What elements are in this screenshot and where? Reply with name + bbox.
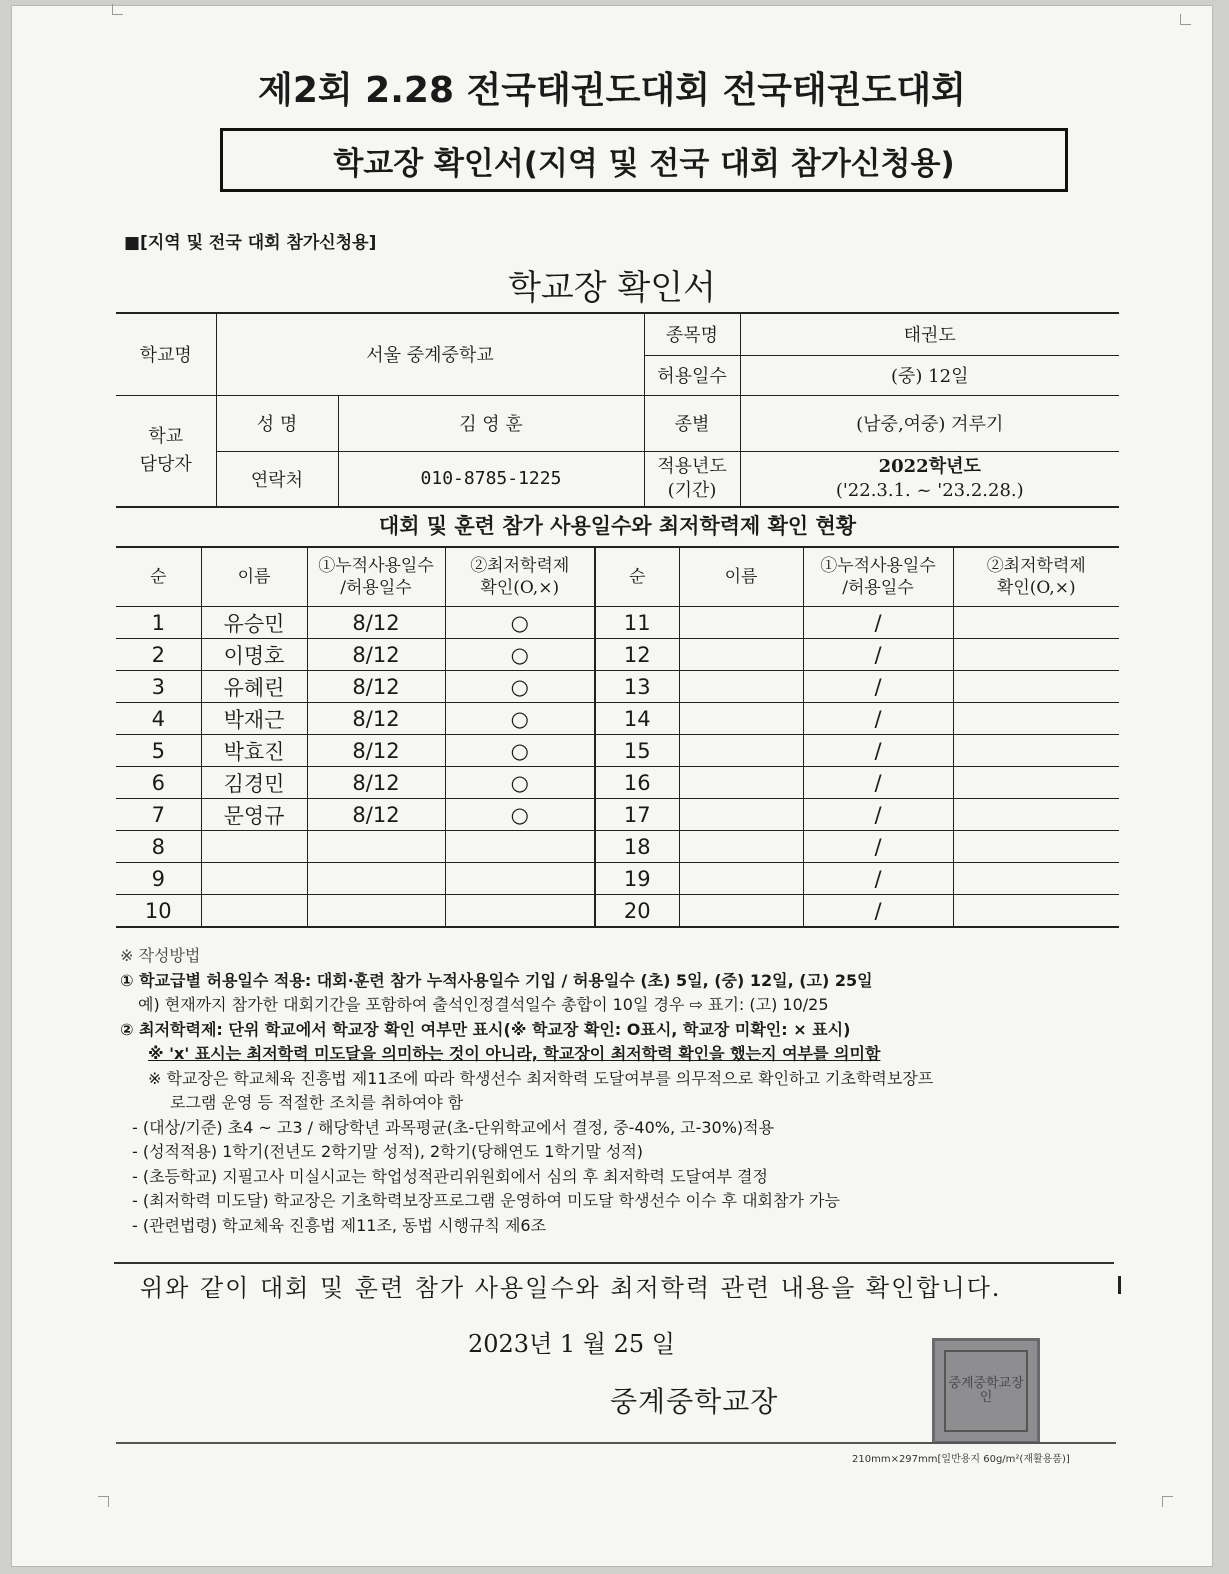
usage-days-2: / [803, 703, 953, 735]
year-value-cell [740, 451, 1119, 507]
name-value: 김 영 훈 [338, 395, 644, 451]
academic-check-2 [953, 671, 1119, 703]
row-no: 3 [116, 671, 201, 703]
student-name: 유승민 [201, 607, 307, 639]
crop-mark [112, 4, 123, 15]
form-tag: ■[지역 및 전국 대회 참가신청용] [124, 233, 377, 253]
notes-heading: ※ 작성방법 [120, 946, 201, 965]
name-label: 성 명 [216, 395, 338, 451]
notes-section [120, 944, 1120, 1238]
header-check [445, 547, 595, 607]
note-1-example: 예) 현재까지 참가한 대회기간을 포함하여 출석인정결석일수 총합이 10일 경우 ⇨ 표기: (고) 10/25 [138, 995, 829, 1014]
academic-check: ○ [445, 735, 595, 767]
student-name-2 [679, 799, 803, 831]
student-name [201, 831, 307, 863]
usage-days-2: / [803, 607, 953, 639]
subtitle: 학교장 확인서(지역 및 전국 대회 참가신청용) [333, 145, 955, 182]
main-title: 제2회 2.28 전국태권도대회 전국태권도대회 [258, 70, 966, 111]
school-value: 서울 중계중학교 [216, 313, 644, 395]
type-label: 종별 [644, 395, 740, 451]
usage-days-2: / [803, 735, 953, 767]
usage-days-2: / [803, 863, 953, 895]
student-name-2 [679, 703, 803, 735]
table-row [116, 831, 1119, 863]
subtitle-box [220, 128, 1068, 192]
row-no: 8 [116, 831, 201, 863]
student-name [201, 895, 307, 928]
usage-days [307, 863, 445, 895]
academic-check: ○ [445, 607, 595, 639]
event-value: 태권도 [740, 313, 1119, 355]
divider [114, 1262, 1114, 1264]
student-name: 이명호 [201, 639, 307, 671]
row-no: 2 [116, 639, 201, 671]
header-usage2-line2: /허용일수 [842, 578, 914, 598]
usage-days: 8/12 [307, 703, 445, 735]
row-no-2: 14 [595, 703, 679, 735]
detail-elementary: - (초등학교) 지필고사 미실시교는 학업성적관리위원회에서 심의 후 최저학력 도달여부 결정 [132, 1166, 768, 1186]
allowed-days-label: 허용일수 [644, 355, 740, 395]
student-name [201, 863, 307, 895]
contact-label: 학교 담당자 [116, 395, 216, 507]
academic-check-2 [953, 639, 1119, 671]
table-row [116, 767, 1119, 799]
academic-check: ○ [445, 799, 595, 831]
detail-unmet: - (최저학력 미도달) 학교장은 기초학력보장프로그램 운영하여 미도달 학생선수 이수 후 대회참가 가능 [132, 1191, 840, 1210]
academic-check-2 [953, 895, 1119, 928]
event-label: 종목명 [644, 313, 740, 355]
row-no: 4 [116, 703, 201, 735]
usage-days [307, 831, 445, 863]
header-name: 이름 [201, 547, 307, 607]
row-no-2: 18 [595, 831, 679, 863]
school-label: 학교명 [116, 313, 216, 395]
academic-check: ○ [445, 671, 595, 703]
detail-law: - (관련법령) 학교체육 진흥법 제11조, 동법 시행규칙 제6조 [132, 1215, 547, 1235]
crop-mark [1162, 1496, 1173, 1507]
roster-table [116, 546, 1119, 928]
note-2-emphasis: ※ 'x' 표시는 최저학력 미도달을 의미하는 것이 아니라, 학교장이 최저학력 확인을 했는지 여부를 의미함 [148, 1044, 881, 1063]
academic-check-2 [953, 607, 1119, 639]
note-2: ② 최저학력제: 단위 학교에서 학교장 확인 여부만 표시(※ 학교장 확인: O표시, 학교장 미확인: × 표시) [120, 1019, 851, 1039]
usage-days: 8/12 [307, 767, 445, 799]
usage-days [307, 895, 445, 928]
year-label-line2: (기간) [667, 479, 717, 501]
row-no: 7 [116, 799, 201, 831]
note-2-duty-line1: ※ 학교장은 학교체육 진흥법 제11조에 따라 학생선수 최저학력 도달여부를 의무적으로 확인하고 기초학력보장프 [148, 1068, 934, 1088]
bottom-divider [116, 1442, 1116, 1444]
table-row [116, 671, 1119, 703]
row-no-2: 12 [595, 639, 679, 671]
student-name-2 [679, 607, 803, 639]
header-no-2: 순 [595, 547, 679, 607]
table-row [116, 799, 1119, 831]
row-no: 6 [116, 767, 201, 799]
phone-value: 010-8785-1225 [338, 451, 644, 507]
student-name-2 [679, 671, 803, 703]
crop-mark [1180, 14, 1191, 25]
confirmation-text: 위와 같이 대회 및 훈련 참가 사용일수와 최저학력 관련 내용을 확인합니다. [140, 1274, 1002, 1302]
row-no-2: 19 [595, 863, 679, 895]
usage-days: 8/12 [307, 735, 445, 767]
table-row [116, 895, 1119, 928]
row-no-2: 13 [595, 671, 679, 703]
usage-days-2: / [803, 799, 953, 831]
academic-check-2 [953, 863, 1119, 895]
seal-inner: 중계중학교장인 [944, 1350, 1028, 1432]
student-name: 유혜린 [201, 671, 307, 703]
usage-days-2: / [803, 639, 953, 671]
header-check-line2: 확인(O,×) [480, 578, 560, 598]
header-usage [307, 547, 445, 607]
year-label [644, 451, 740, 507]
row-no: 10 [116, 895, 201, 928]
header-check-line1: ②최저학력제 [470, 556, 570, 576]
usage-days: 8/12 [307, 799, 445, 831]
academic-check-2 [953, 831, 1119, 863]
student-name-2 [679, 735, 803, 767]
header-no: 순 [116, 547, 201, 607]
header-usage-line1: ①누적사용일수 [318, 556, 434, 576]
academic-check [445, 831, 595, 863]
usage-days-2: / [803, 831, 953, 863]
usage-days: 8/12 [307, 639, 445, 671]
student-name: 김경민 [201, 767, 307, 799]
academic-check: ○ [445, 767, 595, 799]
usage-days-2: / [803, 671, 953, 703]
academic-check-2 [953, 703, 1119, 735]
academic-check-2 [953, 767, 1119, 799]
academic-check: ○ [445, 703, 595, 735]
usage-days: 8/12 [307, 671, 445, 703]
text-cursor [1118, 1276, 1121, 1294]
document-page [12, 6, 1212, 1566]
student-name-2 [679, 863, 803, 895]
usage-days-2: / [803, 895, 953, 928]
year-label-line1: 적용년도 [657, 455, 727, 477]
note-1: ① 학교급별 허용일수 적용: 대회·훈련 참가 누적사용일수 기입 / 허용일수 (초) 5일, (중) 12일, (고) 25일 [120, 970, 873, 990]
student-name: 박재근 [201, 703, 307, 735]
academic-check [445, 895, 595, 928]
header-check2-line1: ②최저학력제 [986, 556, 1086, 576]
header-name-2: 이름 [679, 547, 803, 607]
phone-label: 연락처 [216, 451, 338, 507]
student-name: 문영규 [201, 799, 307, 831]
header-usage2-line1: ①누적사용일수 [820, 556, 936, 576]
note-2-duty-line2: 로그램 운영 등 적절한 조치를 취하여야 함 [170, 1093, 464, 1112]
academic-check: ○ [445, 639, 595, 671]
student-name: 박효진 [201, 735, 307, 767]
header-check-2 [953, 547, 1119, 607]
student-name-2 [679, 831, 803, 863]
status-title: 대회 및 훈련 참가 사용일수와 최저학력제 확인 현황 [378, 513, 857, 538]
row-no: 5 [116, 735, 201, 767]
usage-days-2: / [803, 767, 953, 799]
student-name-2 [679, 639, 803, 671]
table-row [116, 735, 1119, 767]
row-no-2: 11 [595, 607, 679, 639]
academic-check [445, 863, 595, 895]
period-value: ('22.3.1. ~ '23.2.28.) [835, 479, 1024, 501]
header-check2-line2: 확인(O,×) [996, 578, 1076, 598]
table-row [116, 863, 1119, 895]
student-name-2 [679, 767, 803, 799]
row-no: 9 [116, 863, 201, 895]
table-row [116, 639, 1119, 671]
table-row [116, 607, 1119, 639]
detail-target: - (대상/기준) 초4 ~ 고3 / 해당학년 과목평균(초-단위학교에서 결정, 중-40%, 고-30%)적용 [132, 1117, 775, 1137]
year-value: 2022학년도 [878, 455, 981, 477]
certificate-title: 학교장 확인서 [508, 268, 716, 308]
row-no-2: 20 [595, 895, 679, 928]
crop-mark [98, 1496, 109, 1507]
issue-date: 2023년 1 월 25 일 [468, 1330, 675, 1358]
academic-check-2 [953, 735, 1119, 767]
header-usage-line2: /허용일수 [340, 578, 412, 598]
signer: 중계중학교장 [610, 1385, 779, 1418]
info-table [116, 312, 1119, 508]
row-no: 1 [116, 607, 201, 639]
usage-days: 8/12 [307, 607, 445, 639]
official-seal [932, 1338, 1040, 1444]
student-name-2 [679, 895, 803, 928]
paper-size-note: 210mm×297mm[일반용지 60g/m²(재활용품)] [852, 1454, 1070, 1465]
allowed-days-value: (중) 12일 [740, 355, 1119, 395]
academic-check-2 [953, 799, 1119, 831]
row-no-2: 16 [595, 767, 679, 799]
table-row [116, 703, 1119, 735]
row-no-2: 15 [595, 735, 679, 767]
row-no-2: 17 [595, 799, 679, 831]
header-usage-2 [803, 547, 953, 607]
detail-grades: - (성적적용) 1학기(전년도 2학기말 성적), 2학기(당해연도 1학기말 성적) [132, 1142, 644, 1161]
type-value: (남중,여중) 겨루기 [740, 395, 1119, 451]
